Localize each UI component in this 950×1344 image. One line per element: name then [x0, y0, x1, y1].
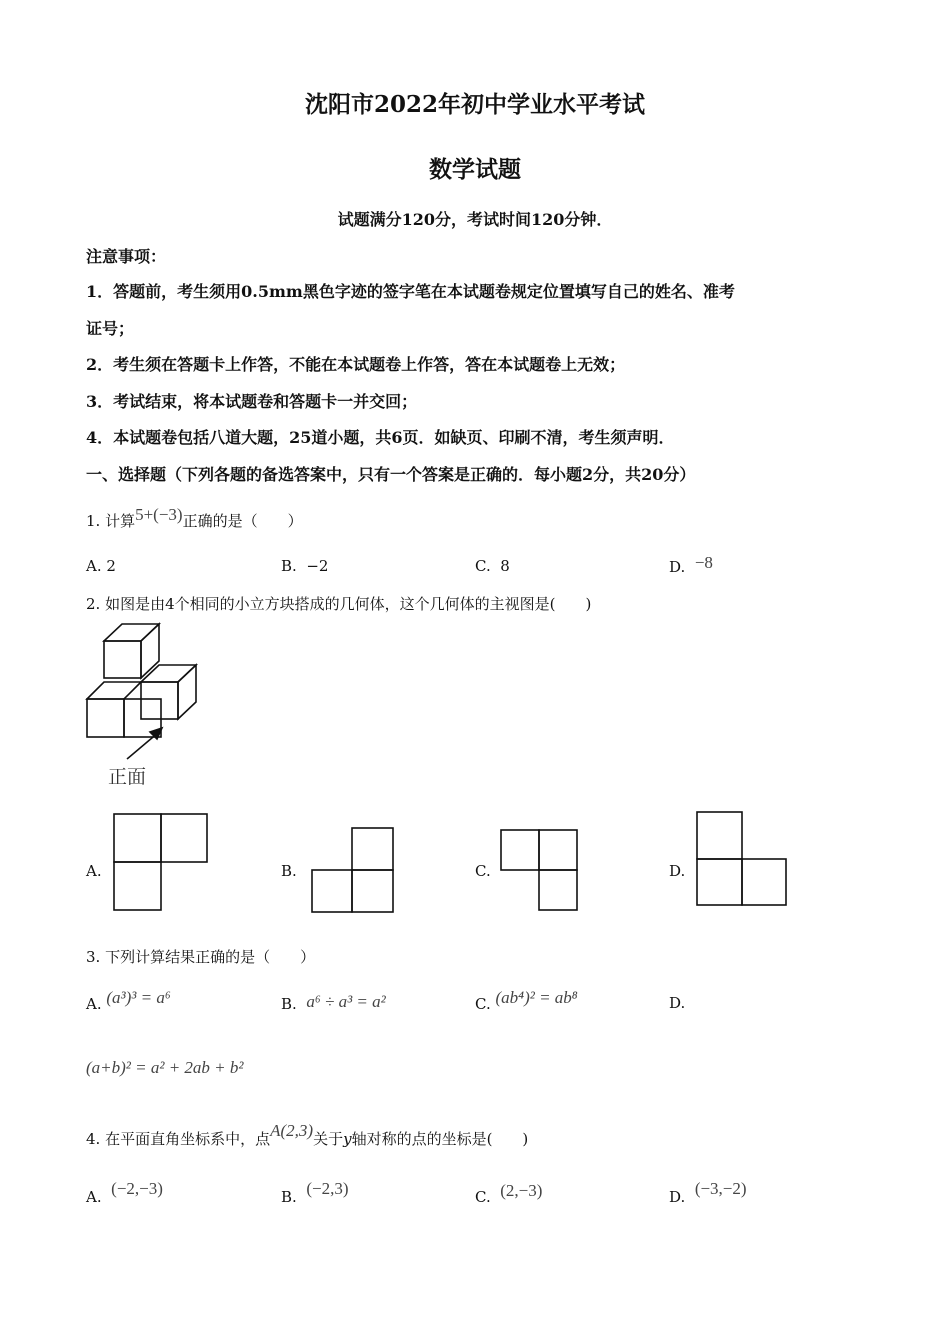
- question-4: 4. 在平面直角坐标系中，点A(2,3)关于y轴对称的点的坐标是( ): [86, 1121, 529, 1148]
- cube-right-side: [178, 665, 196, 719]
- q4-option-b: B. (−2,3): [281, 1179, 349, 1206]
- cube-top-side: [141, 624, 159, 678]
- notes-heading: 注意事项：: [86, 247, 167, 266]
- exam-info: 试题满分120分，考试时间120分钟．: [337, 210, 613, 229]
- question-3: 3. 下列计算结果正确的是（ ）: [86, 948, 316, 966]
- note-item-2: 2．考生须在答题卡上作答，不能在本试题卷上作答，答在本试题卷上无效；: [86, 355, 626, 374]
- question-2: 2. 如图是由4个相同的小立方块搭成的几何体，这个几何体的主视图是( ): [86, 595, 592, 613]
- q3-option-d: (a+b)² = a² + 2ab + b²: [86, 1058, 244, 1077]
- question-1: [86, 505, 303, 531]
- q2-option-c-label: C.: [475, 862, 491, 880]
- point-a: A(2,3): [270, 1121, 314, 1140]
- cube-top-front: [104, 641, 141, 678]
- q3-option-b: B. a⁶ ÷ a³ = a²: [281, 992, 386, 1013]
- q2-option-a-label: A.: [86, 862, 102, 880]
- section-1-heading: 一、选择题（下列各题的备选答案中，只有一个答案是正确的．每小题2分，共20分）: [86, 465, 696, 484]
- q2-option-a-figure: [112, 812, 212, 912]
- cube-figure: [80, 620, 220, 750]
- exam-subtitle: 数学试题: [429, 156, 521, 183]
- cube-left-front: [87, 699, 124, 737]
- note-item-1-cont: 证号；: [86, 319, 135, 338]
- q4-option-d: D. (−3,−2): [669, 1179, 747, 1206]
- q1-option-b: B. −2: [281, 557, 329, 575]
- q1-option-a: A. 2: [86, 557, 116, 575]
- q3-option-d-label: D.: [669, 994, 686, 1012]
- note-item-1: 1．答题前，考生须用0.5mm黑色字迹的签字笔在本试题卷规定位置填写自己的姓名、准考: [86, 282, 735, 301]
- question-1-prefix: 1. 计算: [86, 512, 136, 530]
- cube-right-front: [141, 682, 178, 719]
- q3-option-a: A. (a³)³ = a⁶: [86, 988, 171, 1013]
- q4-option-a: A. (−2,−3): [86, 1179, 163, 1206]
- q2-option-b-figure: [310, 826, 400, 916]
- q2-option-d-label: D.: [669, 862, 686, 880]
- q1-option-c: C. 8: [475, 557, 510, 575]
- q1-option-d: D. −8: [669, 553, 713, 576]
- q2-option-b-label: B.: [281, 862, 297, 880]
- note-item-3: 3．考试结束，将本试题卷和答题卡一并交回；: [86, 392, 418, 411]
- front-label: 正面: [108, 766, 147, 788]
- q3-option-c: C. (ab⁴)² = ab⁸: [475, 988, 578, 1013]
- question-1-suffix: 正确的是（ ）: [182, 512, 303, 530]
- cube-left-top: [87, 682, 141, 699]
- exam-title: 沈阳市2022年初中学业水平考试: [304, 91, 645, 118]
- q2-option-c-figure: [499, 828, 584, 918]
- question-1-expression: 5+(−3): [135, 505, 183, 524]
- note-item-4: 4．本试题卷包括八道大题，25道小题，共6页．如缺页、印刷不清，考生须声明．: [86, 428, 675, 447]
- q2-option-d-figure: [695, 810, 795, 910]
- q4-option-c: C. (2,−3): [475, 1181, 543, 1206]
